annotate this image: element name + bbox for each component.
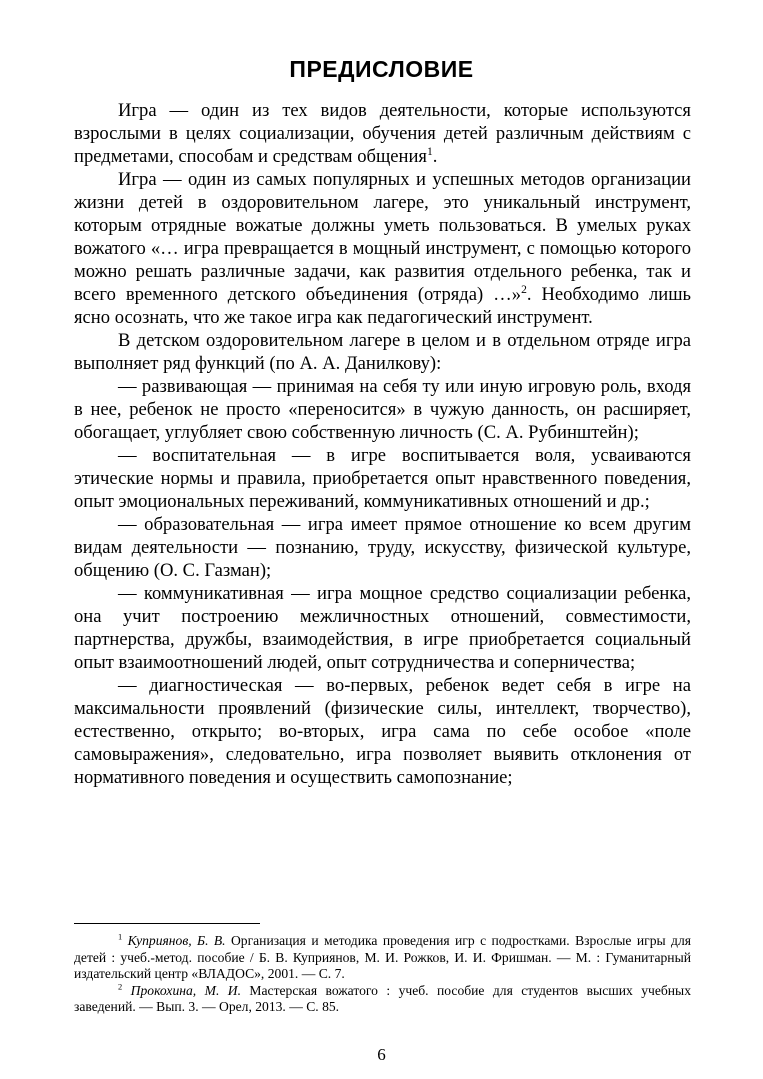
list-item-developing: — развивающая — принимая на себя ту или иную игровую роль, входя в нее, ребенок не просто «переносится» в чужую данность, он расширяет, обогащает, углубляет свою собственную личность (С. А. Рубинштейн); — [74, 376, 691, 443]
page-title: ПРЕДИСЛОВИЕ — [289, 56, 474, 82]
footnote-number: 1 — [118, 931, 123, 942]
footnote-text: Организация и методика проведения игр с подростками. Взрослые игры для детей : учеб.-метод. пособие / Б. В. Куприянов, М. И. Рожков, И. И. Фришман. — М. : Гуманитарный издательский центр «ВЛАДОС», 2001. — С. 7. — [74, 933, 691, 981]
paragraph — [74, 168, 691, 329]
footnote-text: Мастерская вожатого : учеб. пособие для студентов высших учебных заведений. — Вып. 3. — Орел, 2013. — С. 85. — [74, 982, 691, 1014]
footnote-ref[interactable]: 1 — [426, 145, 433, 158]
footnote-author: Прокохина, М. И. — [130, 982, 241, 998]
paragraph-text: Игра — один из самых популярных и успешных методов организации жизни детей в оздоровительном лагере, это уникальный инструмент, которым отрядные вожатые должны уметь пользоваться. В умелых руках вожатого «… игра превращается в мощный инструмент, с помощью которого можно решать различные задачи, как развития отдельного ребенка, так и всего временного детского объединения (отряда) …» — [74, 169, 691, 305]
main-text — [74, 99, 691, 789]
footnote-ref[interactable]: 2 — [521, 283, 527, 296]
list-item-diagnostic: — диагностическая — во-первых, ребенок ведет себя в игре на максимальности проявлений (физические силы, интеллект, творчество), естественно, открыто; во-вторых, игра сама по себе особое «поле самовыражения», следовательно, игра позволяет выявить отклонения от нормативного поведения и осуществить самопознание; — [74, 675, 691, 788]
paragraph-text: Игра — один из тех видов деятельности, которые используются взрослыми в целях социализации, обучения детей различным действиям с предметами, способам и средствам общения — [74, 100, 691, 167]
page-number: 6 — [377, 1045, 386, 1064]
paragraph: В детском оздоровительном лагере в целом и в отдельном отряде игра выполняет ряд функций (по А. А. Данилкову): — [74, 330, 691, 374]
footnote — [74, 933, 691, 983]
footnote-divider — [74, 923, 260, 924]
list-item-communicative: — коммуникативная — игра мощное средство социализации ребенка, она учит построению межличностных отношений, совместимости, партнерства, дружбы, взаимодействия, в игре приобретается социальный опыт взаимоотношений людей, опыт сотрудничества и соперничества; — [74, 583, 691, 673]
list-item-educational: — образовательная — игра имеет прямое отношение ко всем другим видам деятельности — познанию, труду, искусству, физической культуре, общению (О. С. Газман); — [74, 514, 691, 581]
paragraph-tail: . Необходимо лишь ясно осознать, что же такое игра как педагогический инструмент. — [74, 284, 691, 328]
footnote-number: 2 — [118, 980, 123, 991]
list-item-educational-upbringing: — воспитательная — в игре воспитывается воля, усваиваются этические нормы и правила, приобретается опыт нравственного поведения, опыт эмоциональных переживаний, коммуникативных отношений и др.; — [74, 445, 691, 512]
footnote-author: Куприянов, Б. В. — [127, 933, 226, 948]
paragraph-tail: . — [432, 146, 438, 167]
footnotes — [74, 933, 691, 1016]
paragraph — [74, 99, 691, 168]
footnote — [74, 980, 691, 1016]
